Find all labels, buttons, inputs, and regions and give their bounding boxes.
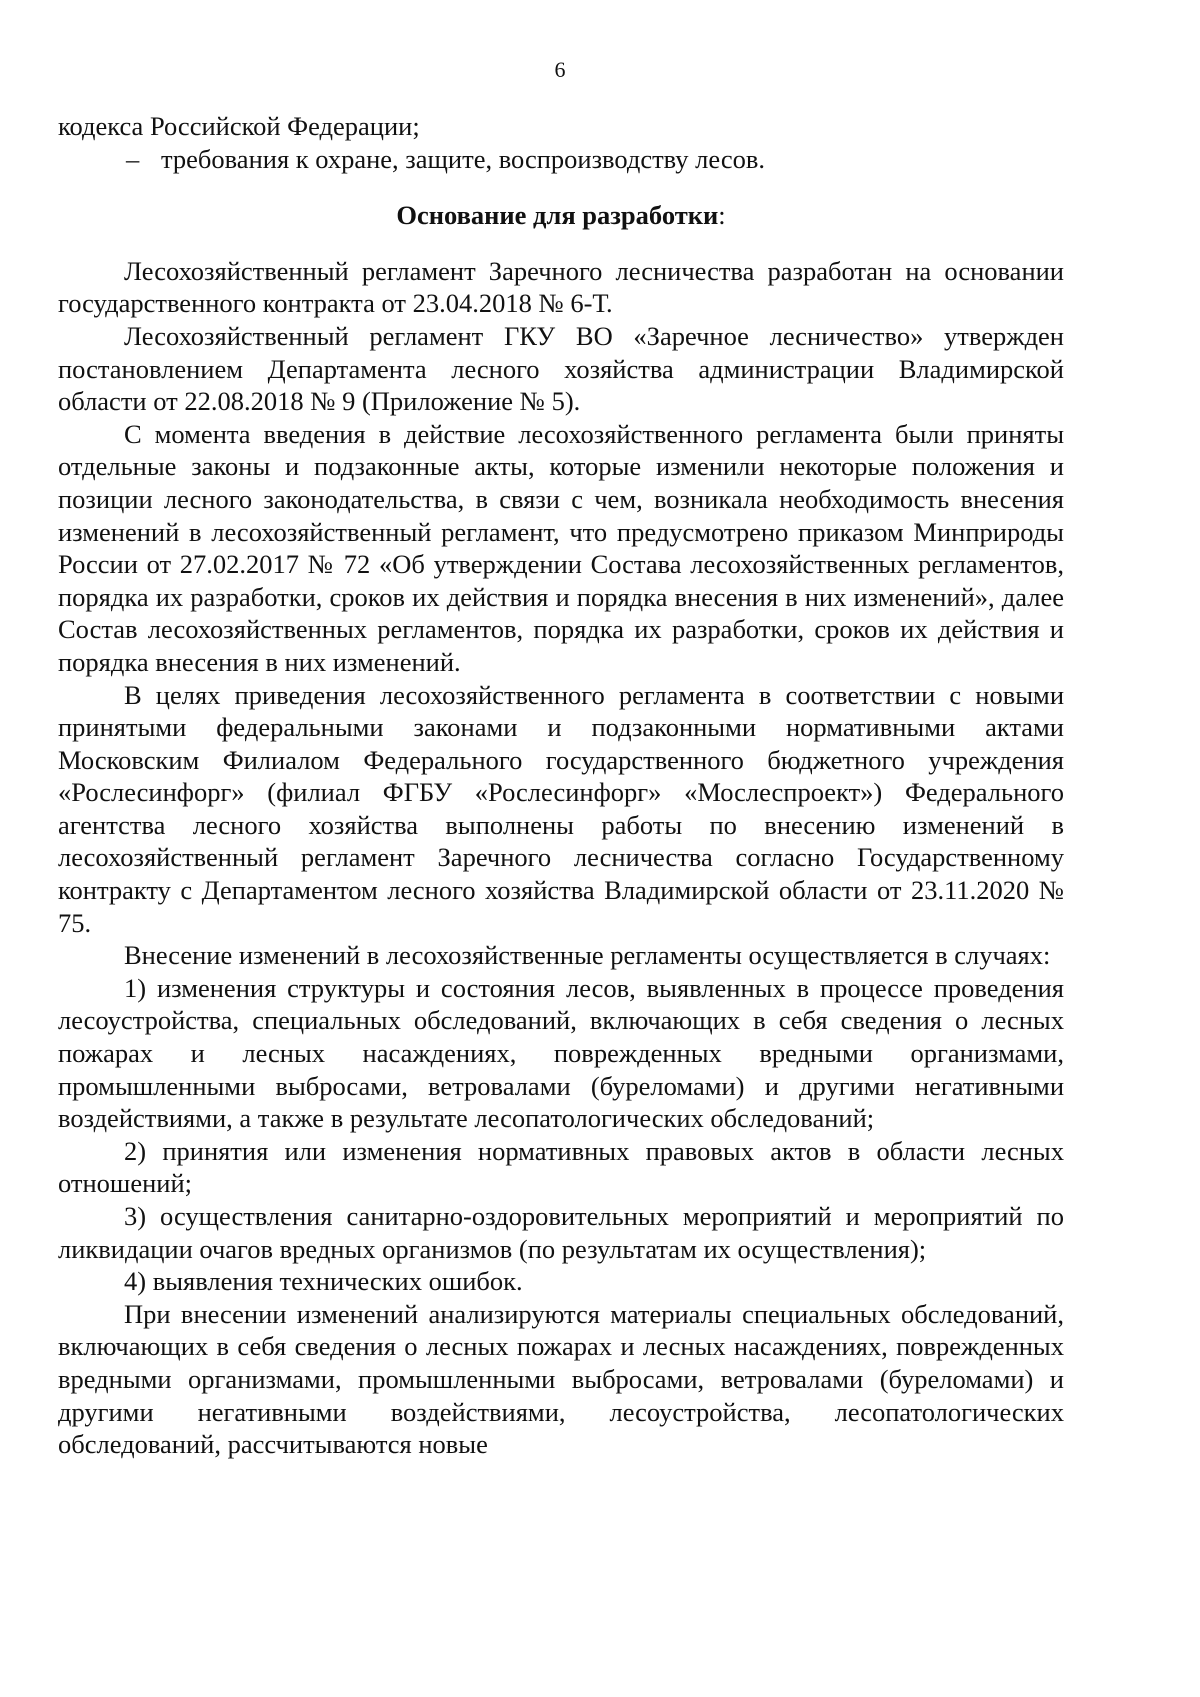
list-item	[58, 143, 1064, 176]
paragraph: С момента введения в действие лесохозяйственного регламента были приняты отдельные законы и подзаконные акты, которые изменили некоторые положения и позиции лесного законодательства, в связи с чем, возникала необходимость внесения изменений в лесохозяйственный регламент, что предусмотрено приказом Минприроды России от 27.02.2017 № 72 «Об утверждении Состава лесохозяйственных регламентов, порядка их разработки, сроков их действия и порядка внесения в них изменений», далее Состав лесохозяйственных регламентов, порядка их разработки, сроков их действия и порядка внесения в них изменений.	[58, 418, 1064, 677]
list-item-text: требования к охране, защите, воспроизводству лесов.	[161, 143, 765, 174]
page-number: 6	[554, 57, 566, 82]
section-heading	[58, 199, 1064, 232]
list-item: 2) принятия или изменения нормативных правовых актов в области лесных отношений;	[58, 1135, 1064, 1199]
paragraph: Лесохозяйственный регламент ГКУ ВО «Заречное лесничество» утвержден постановлением Департамента лесного хозяйства администрации Владимирской области от 22.08.2018 № 9 (Приложение № 5).	[58, 320, 1064, 417]
paragraph: В целях приведения лесохозяйственного регламента в соответствии с новыми принятыми федеральными законами и подзаконными нормативными актами Московским Филиалом Федерального государственного бюджетного учреждения «Рослесинфорг» (филиал ФГБУ «Рослесинфорг» «Мослеспроект») Федерального агентства лесного хозяйства выполнены работы по внесению изменений в лесохозяйственный регламент Заречного лесничества согласно Государственному контракту с Департаментом лесного хозяйства Владимирской области от 23.11.2020 № 75.	[58, 679, 1064, 938]
list-item: 1) изменения структуры и состояния лесов, выявленных в процессе проведения лесоустройства, специальных обследований, включающих в себя сведения о лесных пожарах и лесных насаждениях, поврежденных вредными организмами, промышленными выбросами, ветровалами (буреломами) и другими негативными воздействиями, а также в результате лесопатологических обследований;	[58, 972, 1064, 1134]
section-heading-colon: :	[718, 200, 726, 231]
continuation-line: кодекса Российской Федерации;	[58, 111, 420, 141]
paragraph: Лесохозяйственный регламент Заречного лесничества разработан на основании государственного контракта от 23.04.2018 № 6-Т.	[58, 255, 1064, 319]
paragraph: Внесение изменений в лесохозяйственные регламенты осуществляется в случаях:	[124, 940, 1051, 971]
bullet-dash: –	[126, 143, 140, 174]
document-body	[58, 110, 1064, 1461]
list-item: 4) выявления технических ошибок.	[124, 1266, 523, 1297]
section-heading-text: Основание для разработки	[396, 200, 719, 231]
paragraph: При внесении изменений анализируются материалы специальных обследований, включающих в себя сведения о лесных пожарах и лесных насаждениях, поврежденных вредными организмами, промышленными выбросами, ветровалами (буреломами) и другими негативными воздействиями, лесоустройства, лесопатологических обследований, рассчитываются новые	[58, 1298, 1064, 1460]
list-item: 3) осуществления санитарно-оздоровительных мероприятий и мероприятий по ликвидации очагов вредных организмов (по результатам их осуществления);	[58, 1201, 1064, 1264]
